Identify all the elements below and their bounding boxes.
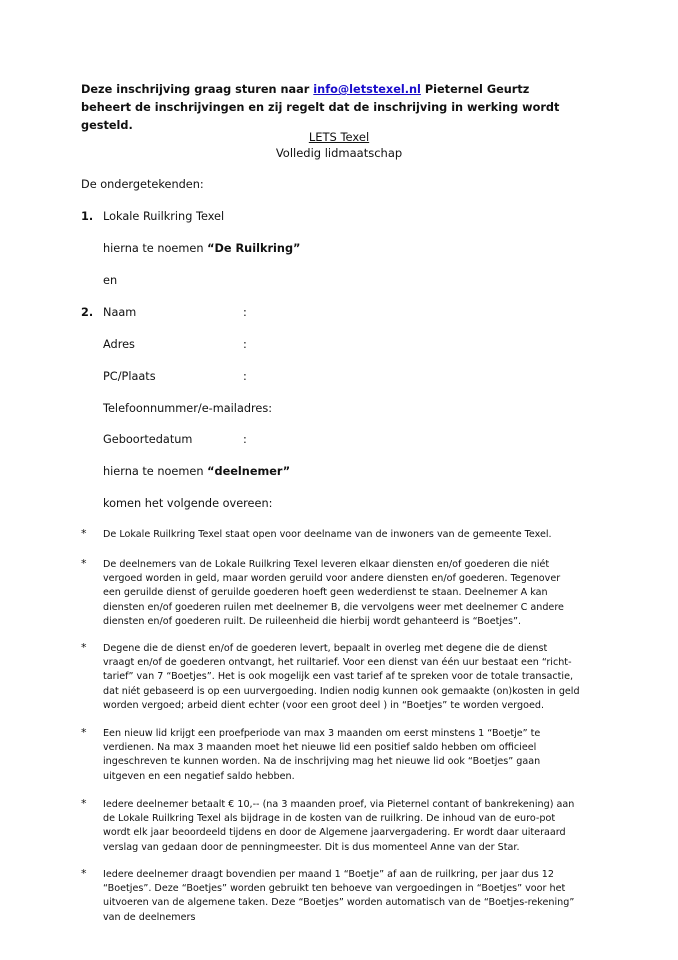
- field-label-geboortedatum: Geboortedatum: [103, 433, 193, 446]
- field-label-pc-plaats: PC/Plaats: [103, 370, 156, 383]
- intro-prefix: Deze inschrijving graag sturen naar: [81, 83, 314, 96]
- bullet-marker: *: [81, 557, 87, 570]
- intro-suffix: Pieternel Geurtz beheert de inschrijvingen en zij regelt dat de inschrijving in werking wordt gesteld.: [81, 83, 560, 132]
- agreement-intro: komen het volgende overeen:: [103, 497, 273, 510]
- clause-5: Iedere deelnemer betaalt € 10,-- (na 3 maanden proef, via Pieternel contant of bankrekening) aan de Lokale Ruilkring Texel als bijdrage in de kosten van de ruilkring. De inhoud van de euro-pot wordt elk jaar beoordeeld tijdens en door de Algemene jaarvergadering. Er wordt daar uiteraard verslag van gedaan door de penningmeester. Dit is dus momenteel Anne van der Star.: [103, 799, 575, 853]
- field-colon: :: [243, 370, 247, 383]
- clause-6: Iedere deelnemer draagt bovendien per maand 1 “Boetje” af aan de ruilkring, per jaar dus 12 “Boetjes”. Deze “Boetjes” worden gebruikt ten behoeve van vergoedingen in “Boetjes” voor het uitvoeren van de algemene taken. Deze “Boetjes” worden automatisch van de “Boetjes-rekening” van de deelnemers: [103, 869, 575, 923]
- title-line-2: Volledig lidmaatschap: [275, 146, 403, 160]
- field-label-adres: Adres: [103, 338, 135, 351]
- and-text: en: [103, 274, 118, 287]
- field-colon: :: [243, 306, 247, 319]
- bullet-marker: *: [81, 867, 87, 880]
- bullet-marker: *: [81, 527, 87, 540]
- field-colon: :: [243, 338, 247, 351]
- party-1-number: 1.: [81, 210, 94, 223]
- clause-4: Een nieuw lid krijgt een proefperiode van max 3 maanden om eerst minstens 1 “Boetje” te verdienen. Na max 3 maanden moet het nieuwe lid een positief saldo hebben om officieel ingeschreven te kunnen worden. Na de inschrijving mag het nieuwe lid ook “Boetjes” gaan uitgeven en een negatief saldo hebben.: [103, 728, 541, 782]
- field-colon: :: [243, 433, 247, 446]
- document-title: [0, 129, 678, 161]
- party-1-alias: [103, 242, 300, 256]
- field-label-telefoon-email: Telefoonnummer/e-mailadres:: [103, 402, 273, 415]
- party-2-number: 2.: [81, 306, 94, 319]
- clause-3: Degene die de dienst en/of de goederen levert, bepaalt in overleg met degene die de dienst vraagt en/of de goederen ontvangt, het ruiltarief. Voor een dienst van één uur bestaat een “richt-tarief” van 7 “Boetjes”. Het is ook mogelijk een vast tarief af te spreken voor de totale transactie, dat niét gebaseerd is op een uurvergoeding. Indien nodig kunnen ook gemaakte (on)kosten in geld worden vergoed; arbeid dient echter (voor een groot deel ) in “Boetjes” te worden vergoed.: [103, 643, 580, 711]
- email-link[interactable]: info@letstexel.nl: [313, 83, 421, 96]
- party-1-alias-name: “De Ruilkring”: [207, 242, 301, 255]
- intro-text: [81, 81, 581, 135]
- field-label-naam: Naam: [103, 306, 137, 319]
- bullet-marker: *: [81, 726, 87, 739]
- bullet-marker: *: [81, 641, 87, 654]
- party-1-name: Lokale Ruilkring Texel: [103, 210, 225, 223]
- party-1-alias-prefix: hierna te noemen: [103, 242, 208, 255]
- party-2-alias: [103, 465, 290, 479]
- parties-intro: De ondergetekenden:: [81, 178, 204, 191]
- bullet-marker: *: [81, 797, 87, 810]
- clause-1: De Lokale Ruilkring Texel staat open voor deelname van de inwoners van de gemeente Texel.: [103, 529, 552, 540]
- title-line-1: LETS Texel: [308, 130, 370, 144]
- clause-2: De deelnemers van de Lokale Ruilkring Texel leveren elkaar diensten en/of goederen die niét vergoed worden in geld, maar worden geruild voor andere diensten en/of goederen. Tegenover een geruilde dienst of geruilde goederen hoeft geen wederdienst te staan. Deelnemer A kan diensten en/of goederen ruilen met deelnemer B, die vervolgens weer met deelnemer C andere diensten en/of goederen ruilt. De ruileenheid die hierbij wordt gehanteerd is “Boetjes”.: [103, 559, 564, 627]
- party-2-alias-prefix: hierna te noemen: [103, 465, 208, 478]
- party-2-alias-name: “deelnemer”: [207, 465, 291, 478]
